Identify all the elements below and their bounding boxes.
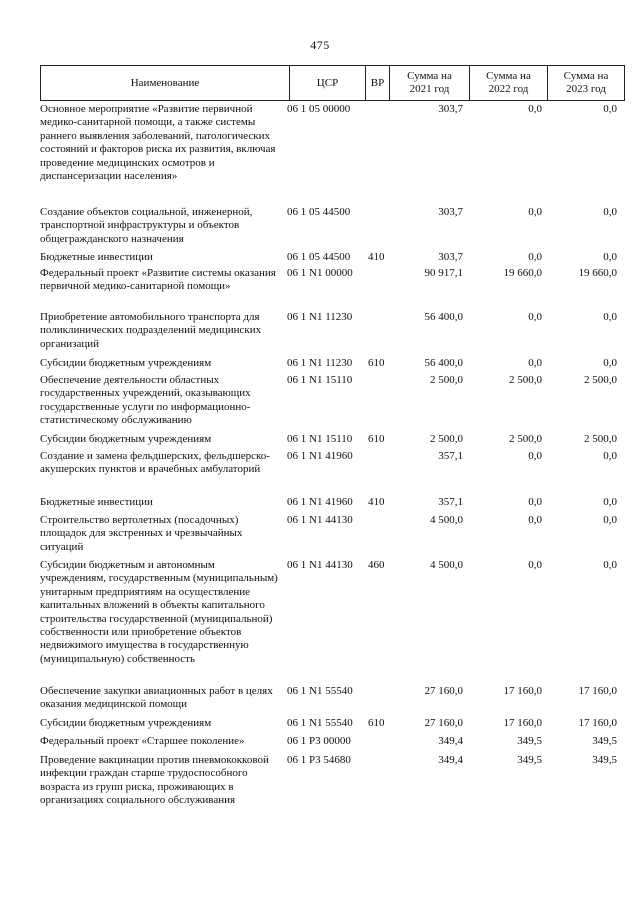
row-sum-2021: 4 500,0 xyxy=(430,514,463,526)
row-sum-2023: 0,0 xyxy=(603,450,617,462)
row-sum-2022: 0,0 xyxy=(528,514,542,526)
row-sum-2021: 56 400,0 xyxy=(424,357,463,369)
row-sum-2021: 27 160,0 xyxy=(424,717,463,729)
row-sum-2023: 0,0 xyxy=(603,251,617,263)
row-name: Основное мероприятие «Развитие первичной медико-санитарной помощи, а также системы раннего выявления заболеваний, патологических состояний и факторов риска их развития, включая проведение медицинских осмотров и диспансеризации населения» xyxy=(40,103,276,183)
row-sum-2022: 349,5 xyxy=(517,754,542,766)
row-sum-2023: 349,5 xyxy=(592,735,617,747)
row-csr: 06 1 N1 41960 xyxy=(287,450,353,462)
header-sum-2022: Сумма на 2022 год xyxy=(469,66,547,100)
row-vr: 610 xyxy=(368,357,385,369)
row-csr: 06 1 N1 15110 xyxy=(287,433,353,445)
row-name: Создание и замена фельдшерских, фельдшерско-акушерских пунктов и врачебных амбулаторий xyxy=(40,450,270,476)
row-name: Обеспечение закупки авиационных работ в целях оказания медицинской помощи xyxy=(40,685,273,711)
row-sum-2022: 349,5 xyxy=(517,735,542,747)
row-csr: 06 1 N1 15110 xyxy=(287,374,353,386)
row-sum-2022: 0,0 xyxy=(528,103,542,115)
row-sum-2021: 303,7 xyxy=(438,206,463,218)
header-sum-2021: Сумма на 2021 год xyxy=(389,66,469,100)
row-sum-2022: 17 160,0 xyxy=(503,685,542,697)
row-sum-2021: 349,4 xyxy=(438,735,463,747)
row-sum-2021: 27 160,0 xyxy=(424,685,463,697)
header-name: Наименование xyxy=(40,66,289,100)
row-sum-2021: 2 500,0 xyxy=(430,433,463,445)
row-name: Федеральный проект «Старшее поколение» xyxy=(40,735,245,747)
row-sum-2022: 2 500,0 xyxy=(509,374,542,386)
row-sum-2023: 19 660,0 xyxy=(578,267,617,279)
row-sum-2021: 56 400,0 xyxy=(424,311,463,323)
row-sum-2021: 4 500,0 xyxy=(430,559,463,571)
row-sum-2022: 0,0 xyxy=(528,496,542,508)
row-sum-2022: 0,0 xyxy=(528,206,542,218)
row-csr: 06 1 N1 55540 xyxy=(287,717,353,729)
table-header xyxy=(40,65,625,101)
row-sum-2022: 17 160,0 xyxy=(503,717,542,729)
row-csr: 06 1 N1 41960 xyxy=(287,496,353,508)
row-csr: 06 1 05 44500 xyxy=(287,206,351,218)
header-csr: ЦСР xyxy=(289,66,365,100)
row-vr: 460 xyxy=(368,559,385,571)
row-name: Субсидии бюджетным учреждениям xyxy=(40,357,212,369)
row-sum-2023: 349,5 xyxy=(592,754,617,766)
row-name: Строительство вертолетных (посадочных) площадок для экстренных и чрезвычайных ситуаций xyxy=(40,514,243,553)
row-csr: 06 1 N1 00000 xyxy=(287,267,353,279)
row-name: Субсидии бюджетным и автономным учреждениям, государственным (муниципальным) унитарным предприятиям на осуществление капитальных вложений в объекты капитального строительства государственной (муниципальной) собственности или приобретение объектов недвижимого имущества в государственную (муниципальную) собственность xyxy=(40,559,278,665)
row-sum-2022: 0,0 xyxy=(528,311,542,323)
row-csr: 06 1 P3 54680 xyxy=(287,754,351,766)
row-sum-2021: 90 917,1 xyxy=(424,267,463,279)
row-vr: 410 xyxy=(368,251,385,263)
row-csr: 06 1 N1 11230 xyxy=(287,357,353,369)
row-sum-2023: 2 500,0 xyxy=(584,433,617,445)
row-sum-2022: 0,0 xyxy=(528,251,542,263)
row-name: Обеспечение деятельности областных государственных учреждений, оказывающих государственные услуги по информационно-статистическому обслуживанию xyxy=(40,374,251,427)
row-sum-2022: 0,0 xyxy=(528,559,542,571)
row-vr: 410 xyxy=(368,496,385,508)
row-vr: 610 xyxy=(368,717,385,729)
row-vr: 610 xyxy=(368,433,385,445)
row-name: Бюджетные инвестиции xyxy=(40,251,153,263)
row-sum-2023: 0,0 xyxy=(603,496,617,508)
row-sum-2023: 17 160,0 xyxy=(578,685,617,697)
row-sum-2023: 0,0 xyxy=(603,514,617,526)
row-sum-2022: 0,0 xyxy=(528,450,542,462)
row-name: Создание объектов социальной, инженерной, транспортной инфраструктуры и объектов общегражданского назначения xyxy=(40,206,253,245)
row-sum-2023: 0,0 xyxy=(603,103,617,115)
row-csr: 06 1 N1 55540 xyxy=(287,685,353,697)
row-name: Субсидии бюджетным учреждениям xyxy=(40,433,212,445)
page-number: 475 xyxy=(310,38,330,52)
row-sum-2023: 2 500,0 xyxy=(584,374,617,386)
header-sum-2023: Сумма на 2023 год xyxy=(547,66,625,100)
row-sum-2021: 357,1 xyxy=(438,450,463,462)
row-csr: 06 1 N1 11230 xyxy=(287,311,353,323)
row-name: Субсидии бюджетным учреждениям xyxy=(40,717,212,729)
row-name: Проведение вакцинации против пневмококковой инфекции граждан старше трудоспособного возраста из групп риска, проживающих в организациях социального обслуживания xyxy=(40,754,269,807)
row-sum-2023: 0,0 xyxy=(603,357,617,369)
row-sum-2022: 0,0 xyxy=(528,357,542,369)
row-sum-2021: 349,4 xyxy=(438,754,463,766)
row-csr: 06 1 N1 44130 xyxy=(287,559,353,571)
row-name: Бюджетные инвестиции xyxy=(40,496,153,508)
row-name: Приобретение автомобильного транспорта для поликлинических подразделений медицинских организаций xyxy=(40,311,262,350)
row-sum-2023: 0,0 xyxy=(603,311,617,323)
row-sum-2023: 0,0 xyxy=(603,206,617,218)
row-sum-2021: 303,7 xyxy=(438,251,463,263)
row-csr: 06 1 N1 44130 xyxy=(287,514,353,526)
row-name: Федеральный проект «Развитие системы оказания первичной медико-санитарной помощи» xyxy=(40,267,276,293)
row-sum-2021: 303,7 xyxy=(438,103,463,115)
row-sum-2021: 2 500,0 xyxy=(430,374,463,386)
header-vr: ВР xyxy=(365,66,389,100)
row-sum-2022: 2 500,0 xyxy=(509,433,542,445)
row-sum-2023: 17 160,0 xyxy=(578,717,617,729)
row-sum-2023: 0,0 xyxy=(603,559,617,571)
row-sum-2022: 19 660,0 xyxy=(503,267,542,279)
row-sum-2021: 357,1 xyxy=(438,496,463,508)
row-csr: 06 1 05 44500 xyxy=(287,251,351,263)
row-csr: 06 1 05 00000 xyxy=(287,103,351,115)
row-csr: 06 1 P3 00000 xyxy=(287,735,351,747)
